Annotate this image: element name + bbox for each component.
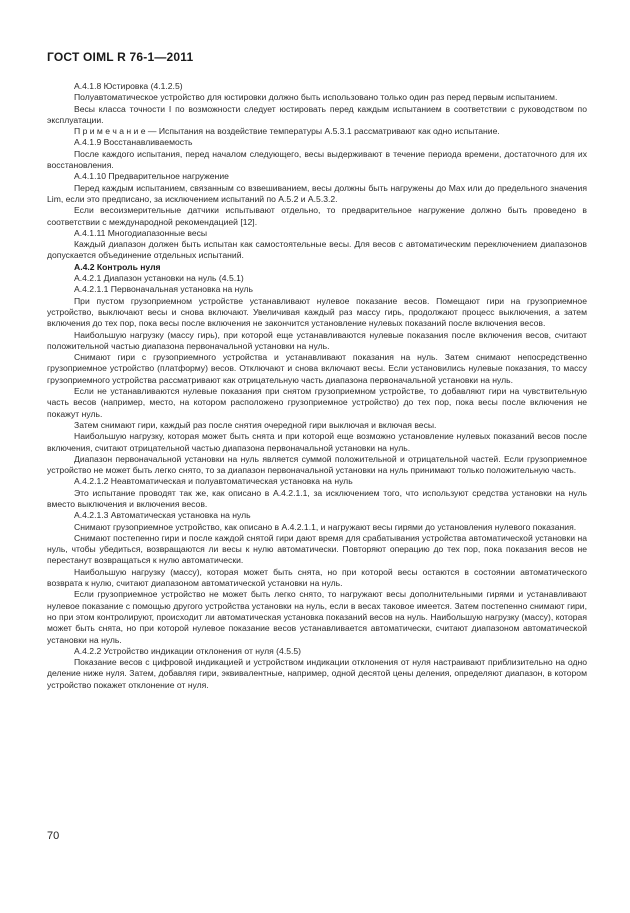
paragraph: Весы класса точности I по возможности следует юстировать перед каждым испытанием в соответствии с руководством по эксплуатации. <box>47 103 587 125</box>
paragraph: Если не устанавливаются нулевые показания при снятом грузоприемном устройстве, то добавляют гири на чувствительную часть весов (например, место, на котором расположено грузоприемное устройство) до тех пор, пока весы после включения не покажут нуль. <box>47 386 587 419</box>
section-heading: A.4.1.8 Юстировка (4.1.2.5) <box>74 81 183 91</box>
section-heading: A.4.1.10 Предварительное нагружение <box>74 171 229 182</box>
document-body <box>47 81 587 691</box>
paragraph: Полуавтоматическое устройство для юстировки должно быть использовано только один раз перед первым испытанием. <box>74 92 558 103</box>
document-header: ГОСТ OIML R 76-1—2011 <box>47 50 194 64</box>
paragraph: Это испытание проводят так же, как описано в A.4.2.1.1, за исключением того, что используют средства установки на нуль вместо выключения и включения весов. <box>47 487 587 509</box>
section-heading: A.4.1.9 Восстанавливаемость <box>74 137 193 148</box>
paragraph: Наибольшую нагрузку (массу гирь), при которой еще устанавливаются нулевые показания после включения весов, считают положительной частью диапазона первоначальной установки на нуль. <box>47 329 587 351</box>
section-heading: A.4.2.1.2 Неавтоматическая и полуавтоматическая установка на нуль <box>74 476 353 487</box>
section-heading: A.4.2.2 Устройство индикации отклонения от нуля (4.5.5) <box>74 645 302 656</box>
section-heading: A.4.2.1.3 Автоматическая установка на нуль <box>74 510 251 521</box>
paragraph: Затем снимают гири, каждый раз после снятия очередной гири выключая и включая весы. <box>74 419 437 430</box>
paragraph: Если грузоприемное устройство не может быть легко снято, то нагружают весы дополнительными гирями и устанавливают нулевое показание с помощью другого устройства установки на нуль, если в весах таковое имеется. Затем постепенно снимают гири, но при этом контролируют, происходит ли автоматическая установка показаний весов на нуль. Наибольшую нагрузку (массу), которая может быть снята, но при которой нулевое показание весов устанавливается автоматически, считают диапазоном автоматической установки на нуль. <box>47 589 587 645</box>
paragraph: Снимают гири с грузоприемного устройства и устанавливают показания на нуль. Затем снимают непосредственно грузоприемное устройство (платформу) весов. Отключают и снова включают весы. Если установились нулевые показания, то массу грузоприемного устройства рассматривают как отрицательную часть диапазона первоначальной установки на нуль. <box>47 352 587 385</box>
paragraph: Показание весов с цифровой индикацией и устройством индикации отклонения от нуля настраивают приблизительно на одно деление ниже нуля. Затем, добавляя гири, эквивалентные, например, одной десятой цены деления, определяют диапазон, в котором устройство покажет отклонение от нуля. <box>47 657 587 690</box>
paragraph: П р и м е ч а н и е — Испытания на воздействие температуры A.5.3.1 рассматривают как одно испытание. <box>74 126 500 137</box>
paragraph: При пустом грузоприемном устройстве устанавливают нулевое показание весов. Помещают гири на грузоприемное устройство, выключают весы и снова включают. Увеличивая каждый раз массу гирь, продолжают процесс выключения, а затем включения до тех пор, пока весы после включения не закончится установление нулевых показаний после включения весов. <box>47 295 587 329</box>
paragraph: После каждого испытания, перед началом следующего, весы выдерживают в течение периода времени, достаточного для их восстановления. <box>47 148 587 171</box>
paragraph: Перед каждым испытанием, связанным со взвешиванием, весы должны быть нагружены до Max или до предельного значения Lim, если это предписано, за исключением испытаний по A.5.2 и A.5.3.2. <box>47 182 587 204</box>
section-heading: A.4.2.1.1 Первоначальная установка на нуль <box>74 284 254 295</box>
paragraph: Каждый диапазон должен быть испытан как самостоятельные весы. Для весов с автоматическим переключением диапазонов допускается объединение отдельных испытаний. <box>47 239 587 261</box>
section-heading: A.4.2 Контроль нуля <box>74 261 161 272</box>
page-number: 70 <box>47 830 60 842</box>
paragraph: Снимают постепенно гири и после каждой снятой гири дают время для срабатывания устройства автоматической установки на нуль, чтобы убедиться, возвращаются ли весы к нулю автоматически. Повторяют операцию до тех пор, пока показания весов не перестанут возвращаться к нулю автоматически. <box>47 532 587 566</box>
paragraph: Диапазон первоначальной установки на нуль является суммой положительной и отрицательной частей. Если грузоприемное устройство не может быть легко снято, то за диапазон первоначальной установки на нуль принимают только положительную часть. <box>47 453 587 476</box>
paragraph: Если весоизмерительные датчики испытывают отдельно, то предварительное нагружение должно быть проведено в соответствии с международной рекомендацией [12]. <box>47 205 587 227</box>
paragraph: Наибольшую нагрузку, которая может быть снята и при которой еще возможно установление нулевых показаний весов после включения, считают отрицательной частью диапазона первоначальной установки на нуль. <box>47 431 587 453</box>
section-heading: A.4.2.1 Диапазон установки на нуль (4.5.1) <box>74 273 244 284</box>
section-heading: A.4.1.11 Многодиапазонные весы <box>74 227 208 238</box>
paragraph: Снимают грузоприемное устройство, как описано в A.4.2.1.1, и нагружают весы гирями до установления нулевого показания. <box>74 521 577 532</box>
paragraph: Наибольшую нагрузку (массу), которая может быть снята, но при которой весы остаются в состоянии автоматического возврата к нулю, считают диапазоном автоматической установки на нуль. <box>47 566 587 589</box>
